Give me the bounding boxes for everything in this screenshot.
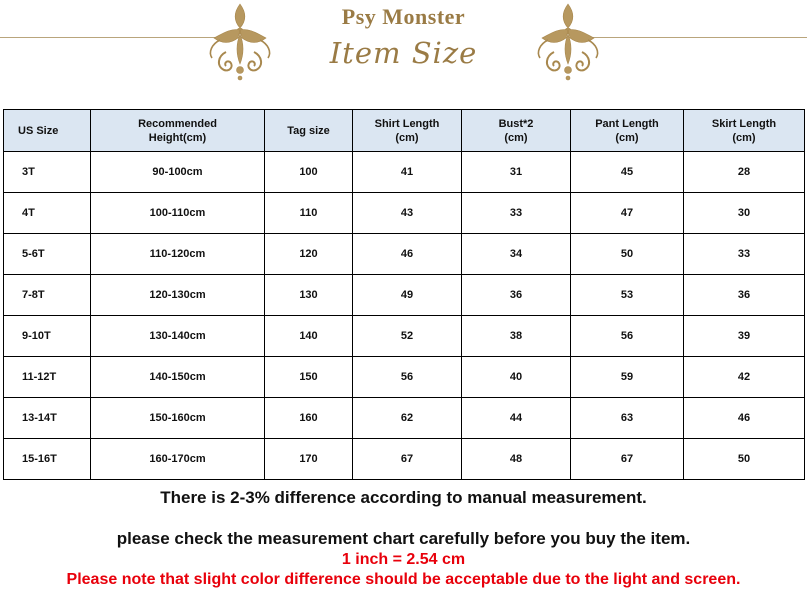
table-row — [4, 316, 805, 357]
cell-skirt-length: 46 — [684, 398, 805, 439]
cell-bust: 31 — [462, 152, 571, 193]
cell-skirt-length: 36 — [684, 275, 805, 316]
page-subtitle: Item Size — [329, 36, 478, 70]
cell-pant-length: 47 — [571, 193, 684, 234]
cell-pant-length: 59 — [571, 357, 684, 398]
cell-skirt-length: 28 — [684, 152, 805, 193]
cell-bust: 44 — [462, 398, 571, 439]
size-chart-table — [3, 109, 805, 480]
header-recommended-height: Recommended Height(cm) — [91, 110, 265, 152]
cell-tag-size: 110 — [265, 193, 353, 234]
cell-height: 150-160cm — [91, 398, 265, 439]
cell-skirt-length: 39 — [684, 316, 805, 357]
cell-height: 110-120cm — [91, 234, 265, 275]
cell-pant-length: 50 — [571, 234, 684, 275]
cell-height: 100-110cm — [91, 193, 265, 234]
header-skirt-length: Skirt Length (cm) — [684, 110, 805, 152]
cell-skirt-length: 50 — [684, 439, 805, 480]
cell-shirt-length: 56 — [353, 357, 462, 398]
cell-tag-size: 160 — [265, 398, 353, 439]
inch-conversion-note: 1 inch = 2.54 cm — [341, 551, 466, 568]
cell-bust: 34 — [462, 234, 571, 275]
header-tag-size: Tag size — [265, 110, 353, 152]
cell-height: 130-140cm — [91, 316, 265, 357]
cell-shirt-length: 41 — [353, 152, 462, 193]
cell-pant-length: 45 — [571, 152, 684, 193]
cell-pant-length: 67 — [571, 439, 684, 480]
cell-tag-size: 120 — [265, 234, 353, 275]
header-bust: Bust*2 (cm) — [462, 110, 571, 152]
table-row — [4, 398, 805, 439]
cell-shirt-length: 62 — [353, 398, 462, 439]
cell-skirt-length: 42 — [684, 357, 805, 398]
table-row — [4, 357, 805, 398]
cell-tag-size: 170 — [265, 439, 353, 480]
measurement-difference-note: There is 2-3% difference according to manual measurement. — [160, 488, 647, 507]
brand-title: Psy Monster — [341, 4, 466, 29]
cell-height: 160-170cm — [91, 439, 265, 480]
cell-tag-size: 130 — [265, 275, 353, 316]
cell-bust: 36 — [462, 275, 571, 316]
cell-height: 120-130cm — [91, 275, 265, 316]
cell-tag-size: 150 — [265, 357, 353, 398]
color-difference-note: Please note that slight color difference should be acceptable due to the light and screen. — [66, 571, 741, 588]
cell-bust: 38 — [462, 316, 571, 357]
cell-bust: 40 — [462, 357, 571, 398]
table-header-row — [4, 110, 805, 152]
cell-shirt-length: 52 — [353, 316, 462, 357]
cell-bust: 48 — [462, 439, 571, 480]
cell-us-size: 15-16T — [4, 439, 91, 480]
cell-us-size: 9-10T — [4, 316, 91, 357]
cell-shirt-length: 67 — [353, 439, 462, 480]
table-row — [4, 193, 805, 234]
cell-pant-length: 53 — [571, 275, 684, 316]
table-row — [4, 439, 805, 480]
check-chart-note: please check the measurement chart carefully before you buy the item. — [116, 529, 691, 548]
cell-shirt-length: 46 — [353, 234, 462, 275]
cell-us-size: 4T — [4, 193, 91, 234]
cell-bust: 33 — [462, 193, 571, 234]
cell-tag-size: 140 — [265, 316, 353, 357]
header-shirt-length: Shirt Length (cm) — [353, 110, 462, 152]
page-header — [0, 0, 807, 100]
cell-us-size: 7-8T — [4, 275, 91, 316]
cell-skirt-length: 30 — [684, 193, 805, 234]
cell-us-size: 5-6T — [4, 234, 91, 275]
cell-pant-length: 56 — [571, 316, 684, 357]
header-us-size: US Size — [4, 110, 91, 152]
table-row — [4, 234, 805, 275]
table-row — [4, 275, 805, 316]
cell-shirt-length: 43 — [353, 193, 462, 234]
cell-us-size: 13-14T — [4, 398, 91, 439]
cell-pant-length: 63 — [571, 398, 684, 439]
cell-us-size: 3T — [4, 152, 91, 193]
cell-height: 90-100cm — [91, 152, 265, 193]
cell-height: 140-150cm — [91, 357, 265, 398]
cell-tag-size: 100 — [265, 152, 353, 193]
cell-us-size: 11-12T — [4, 357, 91, 398]
table-row — [4, 152, 805, 193]
header-pant-length: Pant Length (cm) — [571, 110, 684, 152]
cell-shirt-length: 49 — [353, 275, 462, 316]
cell-skirt-length: 33 — [684, 234, 805, 275]
